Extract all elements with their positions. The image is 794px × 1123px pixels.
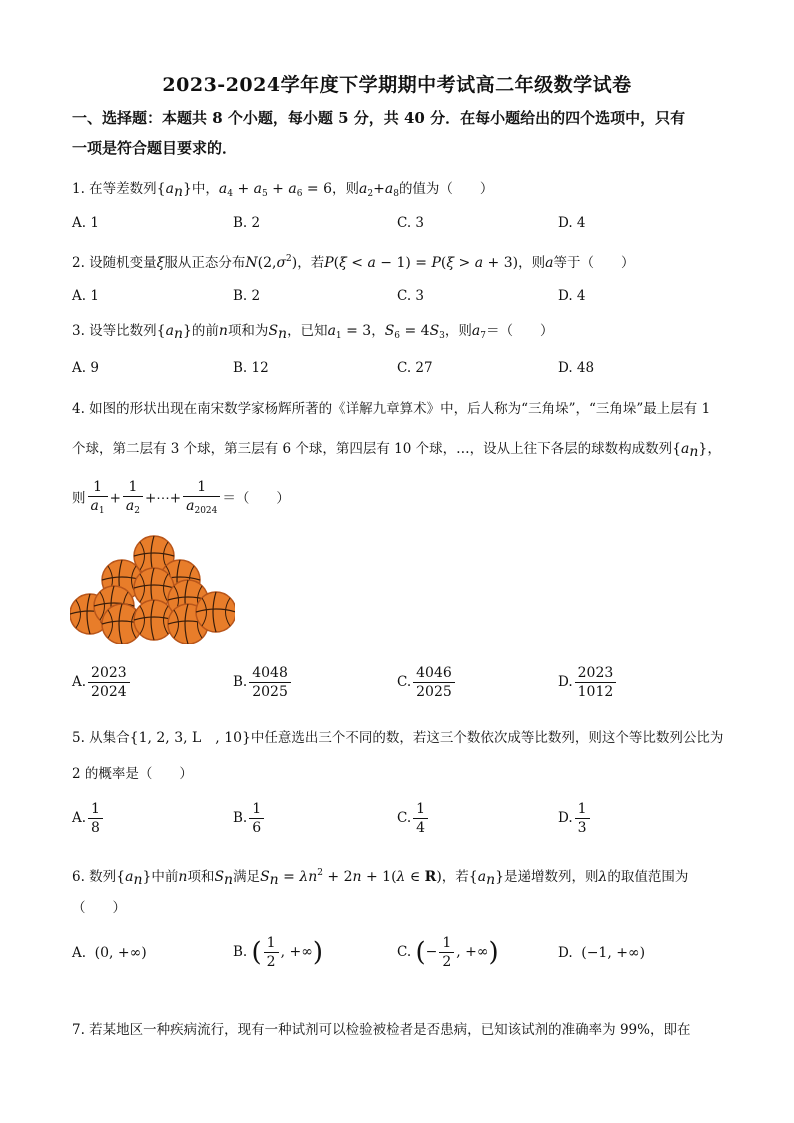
q5-math-set: {1, 2, 3, L , 10} [129, 730, 251, 746]
q5-option-c: C. $\frac{1}{4}$ [397, 800, 430, 837]
q1-text-2: 中， [191, 181, 219, 197]
q2-math-xi: ξ [156, 255, 165, 271]
q4-text-3: 则 [72, 490, 86, 507]
q3-text-7: ＝（ ） [486, 323, 554, 339]
q2-option-b: B. 2 [233, 288, 261, 304]
q4-text-2: 个球，第二层有 3 个球，第三层有 6 个球，第四层有 10 个球，…，设从上往下各层的球数构成数列 [72, 441, 673, 457]
q1-option-c: C. 3 [397, 215, 425, 231]
q4-option-b: B. $\frac{4048}{2025}$ [233, 664, 293, 701]
q3-text-6: ，则 [444, 323, 472, 339]
q2-option-a: A. 1 [72, 288, 99, 304]
question-6-line2: （ ） [72, 900, 126, 916]
q3-math-a1: $a_1 = 3$ [327, 323, 372, 341]
question-3 [72, 322, 722, 345]
q6-text-7: 的取值范围为 [607, 869, 689, 885]
q4-text-4: ＝（ ） [222, 490, 290, 507]
q3-option-a: A. 9 [72, 360, 99, 376]
q6-option-d: D. (−1, +∞) [558, 945, 646, 961]
q4-frac-2: $\frac{1}{a_2}$ [123, 478, 143, 520]
q3-math-n: n [218, 323, 228, 339]
question-2 [72, 250, 722, 272]
ball [196, 592, 235, 632]
q4-math-seq: $\{a_n\}$， [672, 441, 722, 460]
q3-math-seq: $\{a_n\}$ [156, 323, 192, 342]
q6-math-seq: $\{a_n\}$ [116, 869, 152, 888]
q2-text-5: 等于（ ） [553, 255, 635, 271]
q4-frac-3: $\frac{1}{a_{2024}}$ [183, 478, 220, 520]
q3-math-sn: $S_n$ [268, 323, 288, 342]
q3-text-4: ，已知 [287, 323, 328, 339]
q2-text-3: ，若 [297, 255, 325, 271]
q1-math-target: $a_2+a_8$ [359, 181, 399, 199]
q3-text-5: ， [371, 323, 385, 339]
q6-text-4: 满足 [233, 869, 261, 885]
question-1 [72, 180, 722, 203]
q2-option-c: C. 3 [397, 288, 425, 304]
q1-text-4: 的值为（ ） [398, 181, 494, 197]
question-4-line3: 则 $\frac{1}{a_1}$ + $\frac{1}{a_2}$ +⋯+ $\frac{1}{a_{2024}}$ ＝（ ） [72, 478, 722, 520]
q6-text-1: 6. 数列 [72, 869, 117, 885]
q1-math-seq: $\{a_n\}$ [156, 181, 192, 200]
section-heading-line1: 一、选择题：本题共 8 个小题，每小题 5 分，共 40 分．在每小题给出的四个选项中，只有 [72, 109, 686, 127]
q5-option-d: D. $\frac{1}{3}$ [558, 800, 592, 837]
question-5-line2: 2 的概率是（ ） [72, 766, 193, 782]
q1-text-1: 1. 在等差数列 [72, 181, 157, 197]
q6-text-6: 是递增数列，则 [504, 869, 599, 885]
q3-option-b: B. 12 [233, 360, 269, 376]
question-4-line2 [72, 440, 722, 461]
q1-option-a: A. 1 [72, 215, 99, 231]
q3-text-1: 3. 设等比数列 [72, 323, 157, 339]
q6-text-2: 中前 [151, 869, 179, 885]
q2-text-1: 2. 设随机变量 [72, 255, 157, 271]
q6-math-n: n [178, 869, 188, 885]
q5-option-a: A. $\frac{1}{8}$ [72, 800, 105, 837]
q4-option-d: D. $\frac{2023}{1012}$ [558, 664, 618, 701]
q1-option-d: D. 4 [558, 215, 586, 231]
q2-text-4: ，则 [518, 255, 546, 271]
q3-math-a7: $a_7$ [471, 323, 486, 341]
question-4-line1: 4. 如图的形状出现在南宋数学家杨辉所著的《详解九章算术》中，后人称为“三角垛”，“三角垛”最上层有 1 [72, 401, 711, 417]
q5-text-1: 5. 从集合 [72, 730, 130, 746]
q6-option-c: C. (− $\frac{1}{2}$ , +∞) [397, 935, 499, 970]
q4-option-a: A. $\frac{2023}{2024}$ [72, 664, 132, 701]
q3-option-d: D. 48 [558, 360, 595, 376]
q1-text-3: ，则 [332, 181, 360, 197]
q4-frac-1: $\frac{1}{a_1}$ [88, 478, 108, 520]
q6-math-seq2: $\{a_n\}$ [468, 869, 505, 888]
q3-text-2: 的前 [191, 323, 219, 339]
stacked-balls-figure [70, 534, 235, 644]
q2-math-a: a [545, 255, 554, 271]
q6-option-a: A. (0, +∞) [72, 945, 147, 961]
q3-text-3: 项和为 [227, 323, 269, 339]
q6-text-5: ，若 [441, 869, 469, 885]
q3-option-c: C. 27 [397, 360, 433, 376]
q6-math-formula: $S_n = \lambda n^2 + 2n + 1(\lambda$ ∈ R) [260, 868, 442, 888]
q2-option-d: D. 4 [558, 288, 586, 304]
q5-text-2: 中任意选出三个不同的数，若这三个数依次成等比数列，则这个等比数列公比为 [250, 730, 724, 746]
q6-math-lambda: λ [598, 869, 608, 885]
q2-math-prob: P(ξ < a − 1) = P(ξ > a + 3) [324, 255, 519, 271]
q6-math-sn: $S_n$ [214, 869, 234, 888]
question-6-line1 [72, 864, 722, 889]
q1-option-b: B. 2 [233, 215, 261, 231]
section-heading-line2: 一项是符合题目要求的． [72, 139, 238, 157]
q6-option-b: B. ( $\frac{1}{2}$ , +∞) [233, 935, 324, 970]
q5-option-b: B. $\frac{1}{6}$ [233, 800, 266, 837]
q2-math-normal: $N(2,\sigma^2)$ [245, 254, 298, 271]
q6-text-3: 项和 [187, 869, 215, 885]
page-title: 2023-2024学年度下学期期中考试高二年级数学试卷 [162, 74, 632, 96]
q2-text-2: 服从正态分布 [164, 255, 246, 271]
question-5-line1 [72, 729, 722, 747]
q4-option-c: C. $\frac{4046}{2025}$ [397, 664, 457, 701]
question-7-line1: 7. 若某地区一种疾病流行，现有一种试剂可以检验被检者是否患病，已知该试剂的准确率为 99%，即在 [72, 1022, 691, 1038]
q1-math-cond: $a_4 + a_5 + a_6 = 6$ [218, 181, 333, 199]
q3-math-s6: $S_6 = 4S_3$ [384, 323, 445, 341]
